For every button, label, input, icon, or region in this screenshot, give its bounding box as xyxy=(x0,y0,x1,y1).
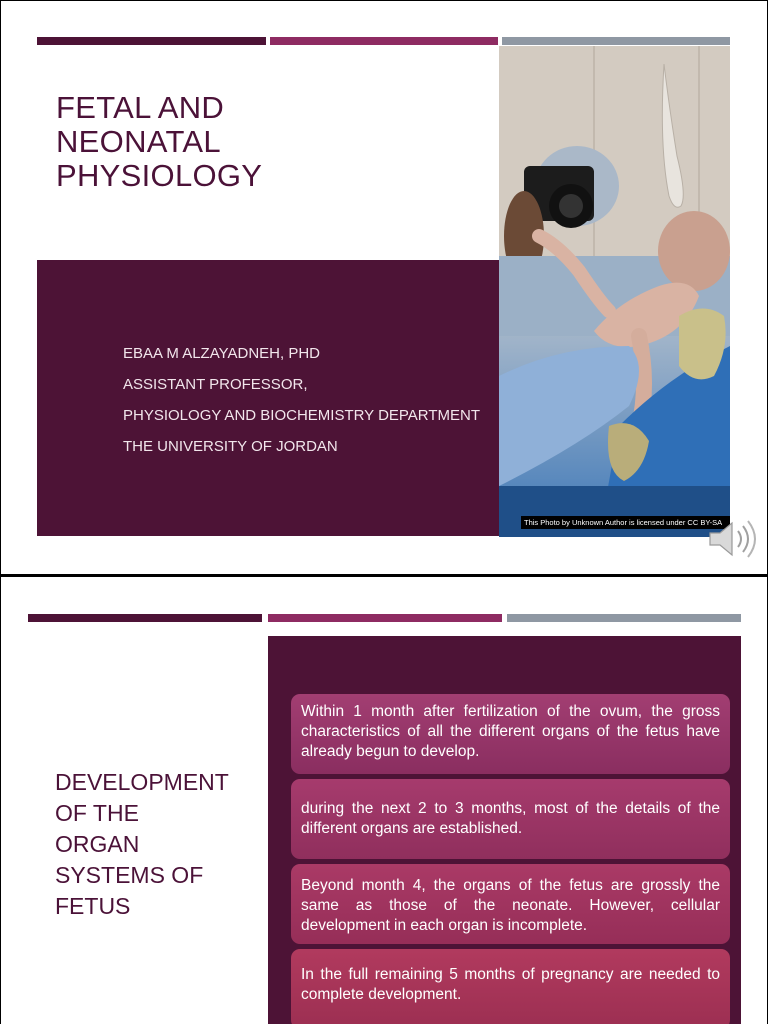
content-card-4: In the full remaining 5 months of pregnancy are needed to complete development. xyxy=(291,949,730,1024)
accent-bar-gray xyxy=(507,614,741,622)
slide-1 xyxy=(1,1,767,574)
content-card-1: Within 1 month after fertilization of the ovum, the gross characteristics of all the different organs of the fetus have already begun to develop. xyxy=(291,694,730,774)
author-title: ASSISTANT PROFESSOR, xyxy=(123,376,308,393)
content-panel xyxy=(268,636,741,1024)
content-card-3: Beyond month 4, the organs of the fetus are grossly the same as those of the neonate. However, cellular development in each organ is incomplete. xyxy=(291,864,730,944)
slide-2 xyxy=(1,577,767,1024)
slide-title: DEVELOPMENT OF THE ORGAN SYSTEMS OF FETUS xyxy=(55,769,229,919)
author-department: PHYSIOLOGY AND BIOCHEMISTRY DEPARTMENT xyxy=(123,407,481,424)
accent-bar-magenta xyxy=(268,614,502,622)
accent-bar-maroon xyxy=(37,37,266,45)
accent-bar-maroon xyxy=(28,614,262,622)
content-card-2: during the next 2 to 3 months, most of the details of the different organs are established. xyxy=(291,779,730,859)
speaker-icon[interactable] xyxy=(704,515,758,563)
author-info xyxy=(123,338,480,462)
photo-credit: This Photo by Unknown Author is licensed under CC BY-SA xyxy=(521,516,730,529)
accent-bar-gray xyxy=(502,37,730,45)
newborn-photo xyxy=(499,46,730,537)
author-panel xyxy=(37,260,499,536)
accent-bar-magenta xyxy=(270,37,498,45)
author-name: EBAA M ALZAYADNEH, PHD xyxy=(123,345,320,362)
slide-title: FETAL AND NEONATAL PHYSIOLOGY xyxy=(56,90,263,193)
author-university: THE UNIVERSITY OF JORDAN xyxy=(123,438,338,455)
newborn-photo-illustration xyxy=(499,46,730,537)
